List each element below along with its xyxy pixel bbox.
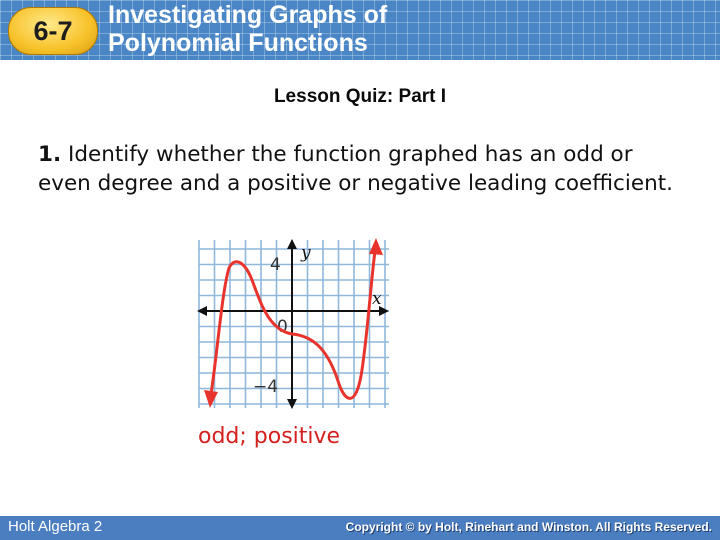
quiz-heading: Lesson Quiz: Part I [273,86,447,107]
tick-label-neg4: −4 [253,377,279,397]
tick-label-4: 4 [270,255,281,275]
lesson-badge [8,7,98,55]
header-title-line2: Polynomial Functions [108,29,368,57]
question-number: 1. [38,142,62,167]
origin-label: 0 [277,317,288,337]
footer-course: Holt Algebra 2 [8,518,103,535]
lesson-number: 6-7 [33,15,73,46]
question-text: Identify whether the function graphed has an odd or even degree and a positive or negative leading coefficient. [38,142,673,196]
footer-bar [0,516,720,540]
footer-copyright: Copyright © by Holt, Rinehart and Winston. All Rights Reserved. [345,520,712,534]
header-title [108,1,387,57]
header-bar [0,0,720,60]
header-title-line1: Investigating Graphs of [108,1,388,29]
graph-background [195,236,393,412]
answer-text: odd; positive [198,424,341,449]
polynomial-graph [195,236,393,412]
x-axis-label: x [372,289,382,309]
y-axis-label: y [301,243,311,263]
question [38,140,688,198]
